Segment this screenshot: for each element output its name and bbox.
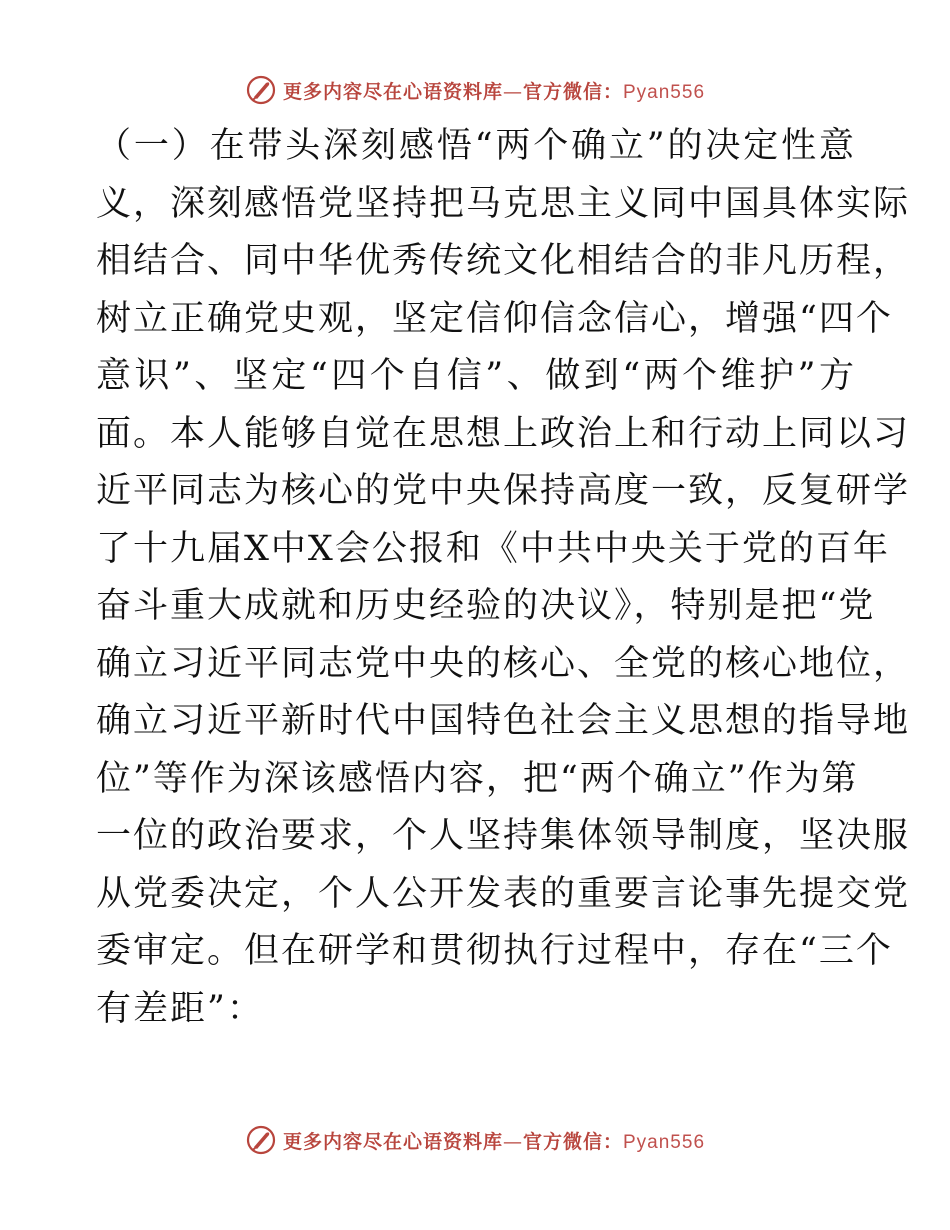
paragraph-line: 了十九届X中X会公报和《中共中央关于党的百年 (96, 528, 890, 569)
paragraph-line: 确立习近平新时代中国特色社会主义思想的指导地 (96, 701, 911, 741)
paragraph-line: 近平同志为核心的党中央保持高度一致，反复研学 (96, 471, 911, 511)
paragraph-line: 相结合、同中华优秀传统文化相结合的非凡历程， (96, 241, 911, 281)
paragraph-line: 从党委决定，个人公开发表的重要言论事先提交党 (96, 873, 911, 914)
paragraph-line: 委审定。但在研学和贯彻执行过程中，存在“三个 (96, 931, 893, 971)
watermark-text: 更多内容尽在心语资料库—官方微信：Pyan556 (282, 1130, 706, 1153)
paragraph-line: 树立正确党史观，坚定信仰信念信心，增强“四个 (96, 298, 893, 339)
paragraph-line: 位”等作为深该感悟内容，把“两个确立”作为第 (96, 758, 859, 799)
quill-pen-circle-icon (245, 74, 277, 106)
paragraph-line: 一位的政治要求，个人坚持集体领导制度，坚决服 (96, 816, 911, 856)
paragraph-line: 有差距”： (96, 988, 264, 1029)
footer-watermark (0, 1122, 950, 1158)
paragraph-line: 义，深刻感悟党坚持把马克思主义同中国具体实际 (96, 183, 911, 224)
quill-pen-circle-icon (245, 1124, 277, 1156)
header-watermark (0, 72, 950, 108)
document-body (96, 118, 911, 1038)
paragraph-line: 奋斗重大成就和历史经验的决议》，特别是把“党 (96, 586, 876, 626)
watermark-text: 更多内容尽在心语资料库—官方微信：Pyan556 (282, 80, 706, 103)
paragraph-line: 确立习近平同志党中央的核心、全党的核心地位， (96, 643, 911, 684)
paragraph-line: 意识”、坚定“四个自信”、做到“两个维护”方 (96, 356, 856, 396)
paragraph-line: （一）在带头深刻感悟“两个确立”的决定性意 (96, 126, 856, 166)
paragraph-line: 面。本人能够自觉在思想上政治上和行动上同以习 (96, 413, 911, 454)
